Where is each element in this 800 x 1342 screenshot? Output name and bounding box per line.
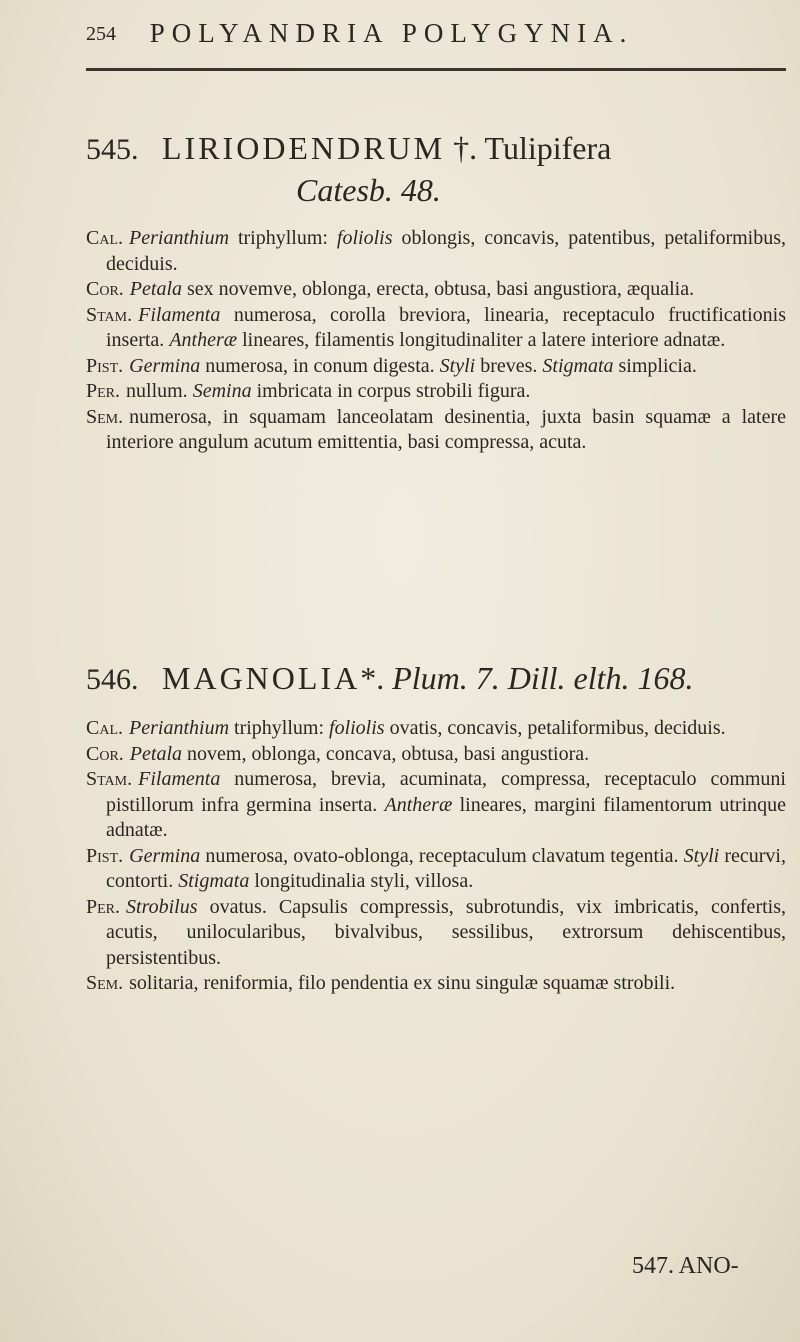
entry-description <box>86 716 786 997</box>
genus-synonym: Tulipifera <box>484 130 612 166</box>
genus-name: LIRIODENDRUM <box>162 130 446 166</box>
section-corolla: Cor. Petala novem, oblonga, concava, obtusa, basi angustiora. <box>86 742 590 765</box>
catchword: 547. ANO- <box>632 1253 739 1279</box>
running-title: POLYANDRIA POLYGYNIA. <box>149 18 634 48</box>
section-stamens: Stam. Filamenta numerosa, corolla breviora, linearia, receptaculo fructificationis inserta. Antheræ lineares, filamentis longitudinaliter a latere interiore adnatæ. <box>86 303 786 351</box>
genus-entry-magnolia <box>86 658 786 997</box>
entry-description <box>86 226 786 456</box>
section-pericarp: Per. nullum. Semina imbricata in corpus strobili figura. <box>86 380 531 402</box>
genus-entry-liriodendrum <box>86 128 786 456</box>
entry-heading <box>86 658 786 700</box>
section-seeds: Sem. solitaria, reniformia, filo pendentia ex sinu singulæ squamæ strobili. <box>86 972 676 994</box>
entry-number: 545. <box>86 133 139 166</box>
genus-mark: *. <box>360 660 385 696</box>
section-calyx: Cal. Perianthium triphyllum: foliolis oblongis, concavis, patentibus, petaliformibus, deciduis. <box>86 227 787 275</box>
genus-citation: Catesb. 48. <box>296 172 441 208</box>
genus-mark: †. <box>453 130 478 166</box>
section-pistil: Pist. Germina numerosa, in conum digesta. Styli breves. Stigmata simplicia. <box>86 354 697 377</box>
section-stamens: Stam. Filamenta numerosa, brevia, acuminata, compressa, receptaculo communi pistillorum infra germina inserta. Antheræ lineares, margini filamentorum utrinque adnatæ. <box>86 768 787 841</box>
entry-number: 546. <box>86 663 139 696</box>
page-number: 254 <box>86 23 116 45</box>
genus-citation: Plum. 7. Dill. elth. 168. <box>392 660 694 696</box>
entry-heading <box>86 128 786 210</box>
genus-name: MAGNOLIA <box>162 660 361 696</box>
section-seeds: Sem. numerosa, in squamam lanceolatam desinentia, juxta basin squamæ a latere interiore angulum acutum emittentia, basi compressa, acuta. <box>86 405 786 453</box>
section-pistil: Pist. Germina numerosa, ovato-oblonga, receptaculum clavatum tegentia. Styli recurvi, contorti. Stigmata longitudinalia styli, villosa. <box>86 844 786 892</box>
section-corolla: Cor. Petala sex novemve, oblonga, erecta, obtusa, basi angustiora, æqualia. <box>86 278 695 300</box>
running-head <box>86 18 786 49</box>
header-rule <box>86 68 786 71</box>
section-pericarp: Per. Strobilus ovatus. Capsulis compressis, subrotundis, vix imbricatis, confertis, acutis, unilocularibus, bivalvibus, sessilibus, extrorsum dehiscentibus, persistentibus. <box>86 895 786 969</box>
section-calyx: Cal. Perianthium triphyllum: foliolis ovatis, concavis, petaliformibus, deciduis. <box>86 717 726 739</box>
